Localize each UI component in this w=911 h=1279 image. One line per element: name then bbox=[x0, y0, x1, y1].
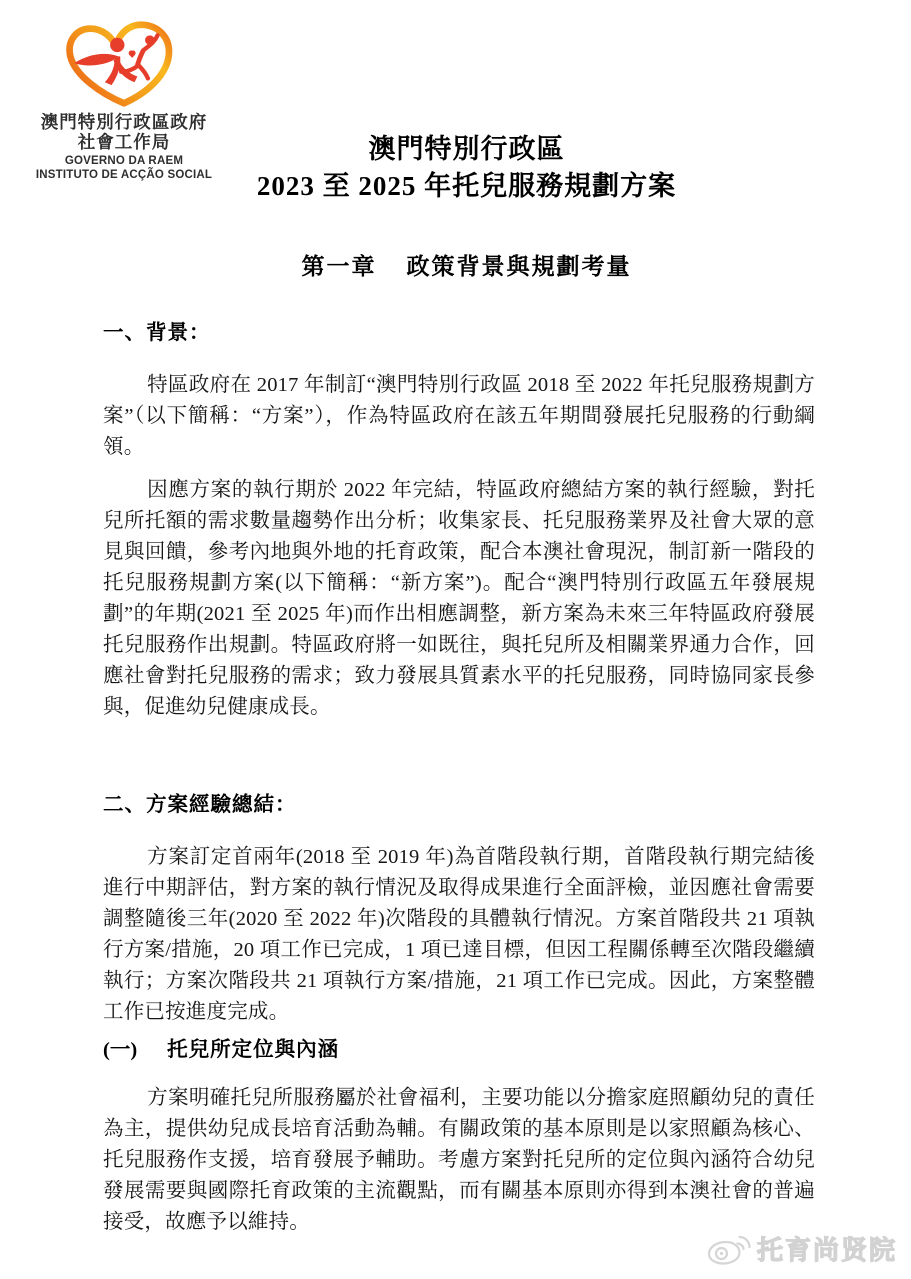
org-name-zh-line2: 社會工作局 bbox=[77, 132, 171, 152]
org-name-pt-line2: INSTITUTO DE ACÇÃO SOCIAL bbox=[35, 168, 213, 181]
section-2-paragraph-1: 方案訂定首兩年(2018 至 2019 年)為首階段執行期，首階段執行期完結後進行中期評估，對方案的執行情況及取得成果進行全面評檢，並因應社會需要調整隨後三年(2020 至 2022 年)次階段的具體執行情況。方案首階段共 21 項執行方案/措施，20 項工作已完成，1 項已達目標，但因工程關係轉至次階段繼續執行；方案次階段共 21 項執行方案/措施，21 項工作已完成。因此，方案整體工作已按進度完成。 bbox=[103, 846, 815, 1023]
chapter-title: 政策背景與規劃考量 bbox=[406, 254, 632, 279]
subsection-1-paragraph-1: 方案明確托兒所服務屬於社會福利，主要功能以分擔家庭照顧幼兒的責任為主，提供幼兒成長培育活動為輔。有關政策的基本原則是以家照顧為核心、托兒服務作支援，培育發展予輔助。考慮方案對托兒所的定位與內涵符合幼兒發展需要與國際托育政策的主流觀點，而有關基本原則亦得到本澳社會的普遍接受，故應予以維持。 bbox=[103, 1087, 815, 1233]
section-2-heading: 二、方案經驗總結： bbox=[103, 794, 297, 816]
subsection-1-number: (一) bbox=[103, 1039, 138, 1061]
section-1-paragraph-1: 特區政府在 2017 年制訂“澳門特別行政區 2018 至 2022 年托兒服務規劃方案”（以下簡稱：“方案”），作為特區政府在該五年期間發展托兒服務的行動綱領。 bbox=[103, 374, 815, 458]
chapter-label: 第一章 bbox=[301, 254, 377, 279]
document-title bbox=[0, 131, 911, 205]
weibo-icon bbox=[706, 1232, 752, 1266]
subsection-1-heading bbox=[103, 1035, 815, 1066]
document-title-line2: 2023 至 2025 年托兒服務規劃方案 bbox=[256, 171, 677, 201]
watermark bbox=[706, 1230, 897, 1267]
document-title-line1: 澳門特別行政區 bbox=[368, 134, 565, 164]
document-body bbox=[103, 318, 815, 1238]
section-1-heading: 一、背景： bbox=[103, 322, 211, 344]
ias-heart-logo-icon bbox=[60, 20, 188, 110]
org-name-pt-line1: GOVERNO DA RAEM bbox=[64, 155, 184, 167]
chapter-heading bbox=[0, 248, 911, 281]
org-name-zh-line1: 澳門特別行政區政府 bbox=[40, 112, 208, 132]
watermark-text: 托育尚贤院 bbox=[756, 1235, 897, 1265]
section-1-paragraph-2: 因應方案的執行期於 2022 年完結，特區政府總結方案的執行經驗，對托兒所托額的需求數量趨勢作出分析；收集家長、托兒服務業界及社會大眾的意見與回饋，參考內地與外地的托育政策，配合本澳社會現況，制訂新一階段的托兒服務規劃方案(以下簡稱：“新方案”)。配合“澳門特別行政區五年發展規劃”的年期(2021 至 2025 年)而作出相應調整，新方案為未來三年特區政府發展托兒服務作出規劃。特區政府將一如既往，與托兒所及相關業界通力合作，回應社會對托兒服務的需求；致力發展具質素水平的托兒服務，同時協同家長參與，促進幼兒健康成長。 bbox=[103, 479, 815, 718]
subsection-1-title: 托兒所定位與內涵 bbox=[167, 1039, 340, 1061]
